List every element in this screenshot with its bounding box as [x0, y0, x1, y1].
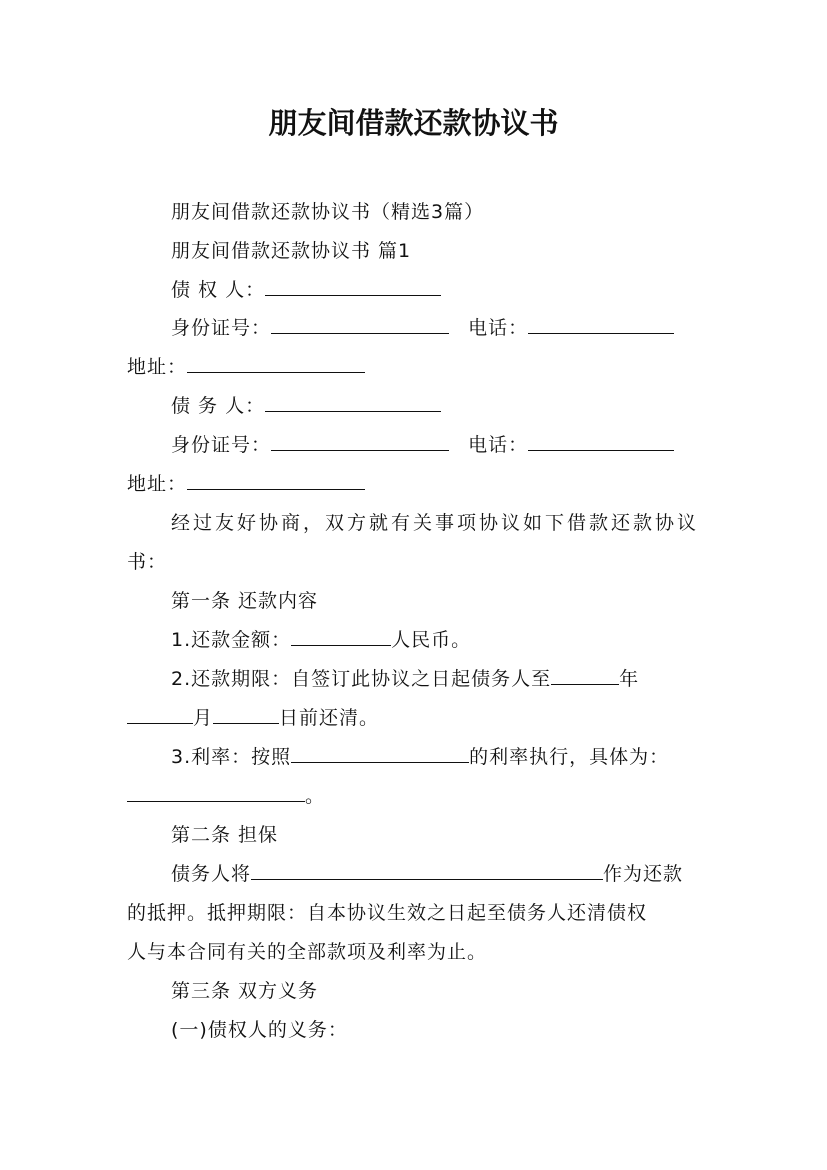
amount-blank[interactable] — [291, 629, 391, 646]
item-1-unit: 人民币。 — [391, 629, 472, 651]
year-blank[interactable] — [551, 668, 619, 685]
collateral-blank[interactable] — [251, 863, 603, 880]
item-1-row — [171, 628, 471, 652]
document-subtitle: 朋友间借款还款协议书（精选3篇） — [171, 201, 485, 223]
debtor-address-label: 地址： — [127, 473, 188, 495]
guarantee-line-3: 人与本合同有关的全部款项及利率为止。 — [127, 941, 488, 963]
guarantee-text: 债务人将 — [171, 863, 252, 885]
item-3-cont-row — [127, 784, 325, 808]
creditor-row — [171, 278, 441, 302]
item-2-text: 2.还款期限：自签订此协议之日起债务人至 — [171, 668, 552, 690]
debtor-phone-label: 电话： — [468, 434, 529, 456]
section-heading: 朋友间借款还款协议书 篇1 — [171, 240, 412, 262]
item-2-row — [171, 667, 639, 691]
debtor-phone-blank[interactable] — [528, 434, 674, 451]
month-blank[interactable] — [127, 707, 193, 724]
debtor-id-row — [171, 433, 674, 457]
debtor-address-blank[interactable] — [187, 473, 365, 490]
creditor-phone-blank[interactable] — [528, 317, 674, 334]
creditor-id-label: 身份证号： — [171, 317, 272, 339]
debtor-blank[interactable] — [265, 395, 441, 412]
creditor-id-blank[interactable] — [271, 317, 449, 334]
creditor-blank[interactable] — [265, 279, 441, 296]
creditor-id-row — [171, 316, 674, 340]
item-3-end: 。 — [305, 785, 326, 807]
debtor-id-blank[interactable] — [271, 434, 449, 451]
rate-basis-blank[interactable] — [291, 746, 469, 763]
guarantee-row — [171, 862, 683, 886]
creditor-address-row — [127, 355, 365, 379]
month-label: 月 — [193, 707, 214, 729]
debtor-id-label: 身份证号： — [171, 434, 272, 456]
guarantee-line-2: 的抵押。抵押期限：自本协议生效之日起至债务人还清债权 — [127, 902, 648, 924]
document-title: 朋友间借款还款协议书 — [268, 106, 559, 140]
debtor-label: 债 务 人： — [171, 395, 266, 417]
item-2-cont-row — [127, 706, 379, 730]
item-3-cont: 的利率执行，具体为： — [469, 746, 670, 768]
article-2-heading: 第二条 担保 — [171, 824, 279, 846]
article-3-heading: 第三条 双方义务 — [171, 980, 319, 1002]
creditor-label: 债 权 人： — [171, 279, 266, 301]
debtor-row — [171, 394, 441, 418]
creditor-phone-label: 电话： — [468, 317, 529, 339]
year-label: 年 — [619, 668, 640, 690]
intro-line-2: 书： — [127, 551, 168, 573]
guarantee-cont: 作为还款 — [603, 863, 684, 885]
item-3-text: 3.利率：按照 — [171, 746, 292, 768]
debtor-address-row — [127, 472, 365, 496]
item-3-row — [171, 745, 669, 769]
item-1-label: 1.还款金额： — [171, 629, 292, 651]
day-label: 日前还清。 — [279, 707, 380, 729]
rate-detail-blank[interactable] — [127, 785, 305, 802]
creditor-address-blank[interactable] — [187, 356, 365, 373]
day-blank[interactable] — [213, 707, 279, 724]
article-1-heading: 第一条 还款内容 — [171, 590, 319, 612]
intro-line-1: 经过友好协商，双方就有关事项协议如下借款还款协议 — [171, 512, 700, 534]
creditor-address-label: 地址： — [127, 356, 188, 378]
creditor-duties-heading: (一)债权人的义务： — [171, 1019, 348, 1041]
